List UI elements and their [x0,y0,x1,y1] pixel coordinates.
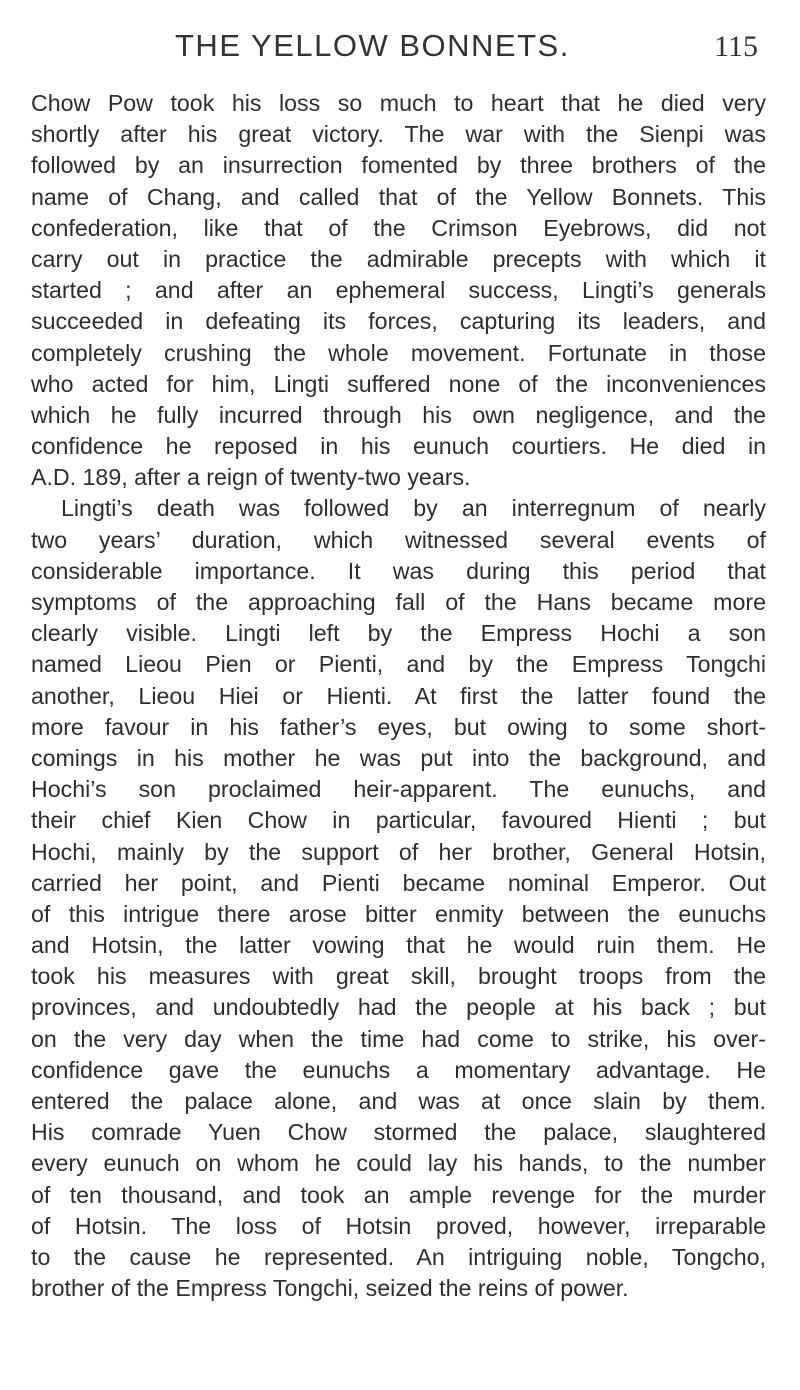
text-line: of Hotsin. The loss of Hotsin proved, however, irreparable [31,1212,766,1239]
text-line: name of Chang, and called that of the Yellow Bonnets. This [31,183,766,210]
text-line: their chief Kien Chow in particular, favoured Hienti ; but [31,807,766,834]
text-line: comings in his mother he was put into the background, and [31,744,766,771]
text-line: Hochi’s son proclaimed heir-apparent. The eunuchs, and [31,776,766,803]
text-line: clearly visible. Lingti left by the Empress Hochi a son [31,620,766,647]
text-line: considerable importance. It was during this period that [31,557,766,584]
text-line: confidence he reposed in his eunuch courtiers. He died in [31,433,766,460]
text-line: which he fully incurred through his own negligence, and the [31,401,766,428]
text-line: shortly after his great victory. The war with the Sienpi was [31,121,766,148]
running-title: THE YELLOW BONNETS. [175,28,570,63]
text-line: succeeded in defeating its forces, capturing its leaders, and [31,308,766,335]
text-line: another, Lieou Hiei or Hienti. At first the latter found the [31,682,766,709]
text-line: every eunuch on whom he could lay his hands, to the number [31,1150,766,1177]
running-head [0,28,800,68]
text-line: completely crushing the whole movement. Fortunate in those [31,339,766,366]
text-line: provinces, and undoubtedly had the people at his back ; but [31,994,766,1021]
text-line: started ; and after an ephemeral success, Lingti’s generals [31,277,766,304]
paragraph [31,88,766,493]
text-line: to the cause he represented. An intriguing noble, Tongcho, [31,1243,766,1270]
text-line: and Hotsin, the latter vowing that he would ruin them. He [31,932,766,959]
text-line: carried her point, and Pienti became nominal Emperor. Out [31,869,766,896]
text-line: confidence gave the eunuchs a momentary advantage. He [31,1056,766,1083]
text-line: His comrade Yuen Chow stormed the palace, slaughtered [31,1119,766,1146]
body-text [31,88,766,1304]
text-line: two years’ duration, which witnessed several events of [31,526,766,553]
text-line: took his measures with great skill, brought troops from the [31,963,766,990]
text-line: on the very day when the time had come to strike, his over- [31,1025,766,1052]
text-line: confederation, like that of the Crimson Eyebrows, did not [31,214,766,241]
text-line: A.D. 189, after a reign of twenty-two years. [31,464,471,491]
text-line: named Lieou Pien or Pienti, and by the Empress Tongchi [31,651,766,678]
text-line: followed by an insurrection fomented by three brothers of the [31,152,766,179]
text-line: symptoms of the approaching fall of the Hans became more [31,589,766,615]
text-line: entered the palace alone, and was at once slain by them. [31,1088,766,1114]
paragraph [31,493,766,1304]
text-line: Hochi, mainly by the support of her brother, General Hotsin, [31,838,766,865]
text-line: Lingti’s death was followed by an interregnum of nearly [61,495,766,522]
text-line: of this intrigue there arose bitter enmity between the eunuchs [31,900,766,927]
text-line: Chow Pow took his loss so much to heart that he died very [31,90,766,116]
text-line: who acted for him, Lingti suffered none of the inconveniences [31,370,766,397]
text-line: brother of the Empress Tongchi, seized the reins of power. [31,1275,629,1302]
page-number: 115 [714,30,758,63]
text-line: carry out in practice the admirable precepts with which it [31,245,766,272]
text-line: more favour in his father’s eyes, but owing to some short- [31,713,766,740]
text-line: of ten thousand, and took an ample revenge for the murder [31,1181,766,1208]
